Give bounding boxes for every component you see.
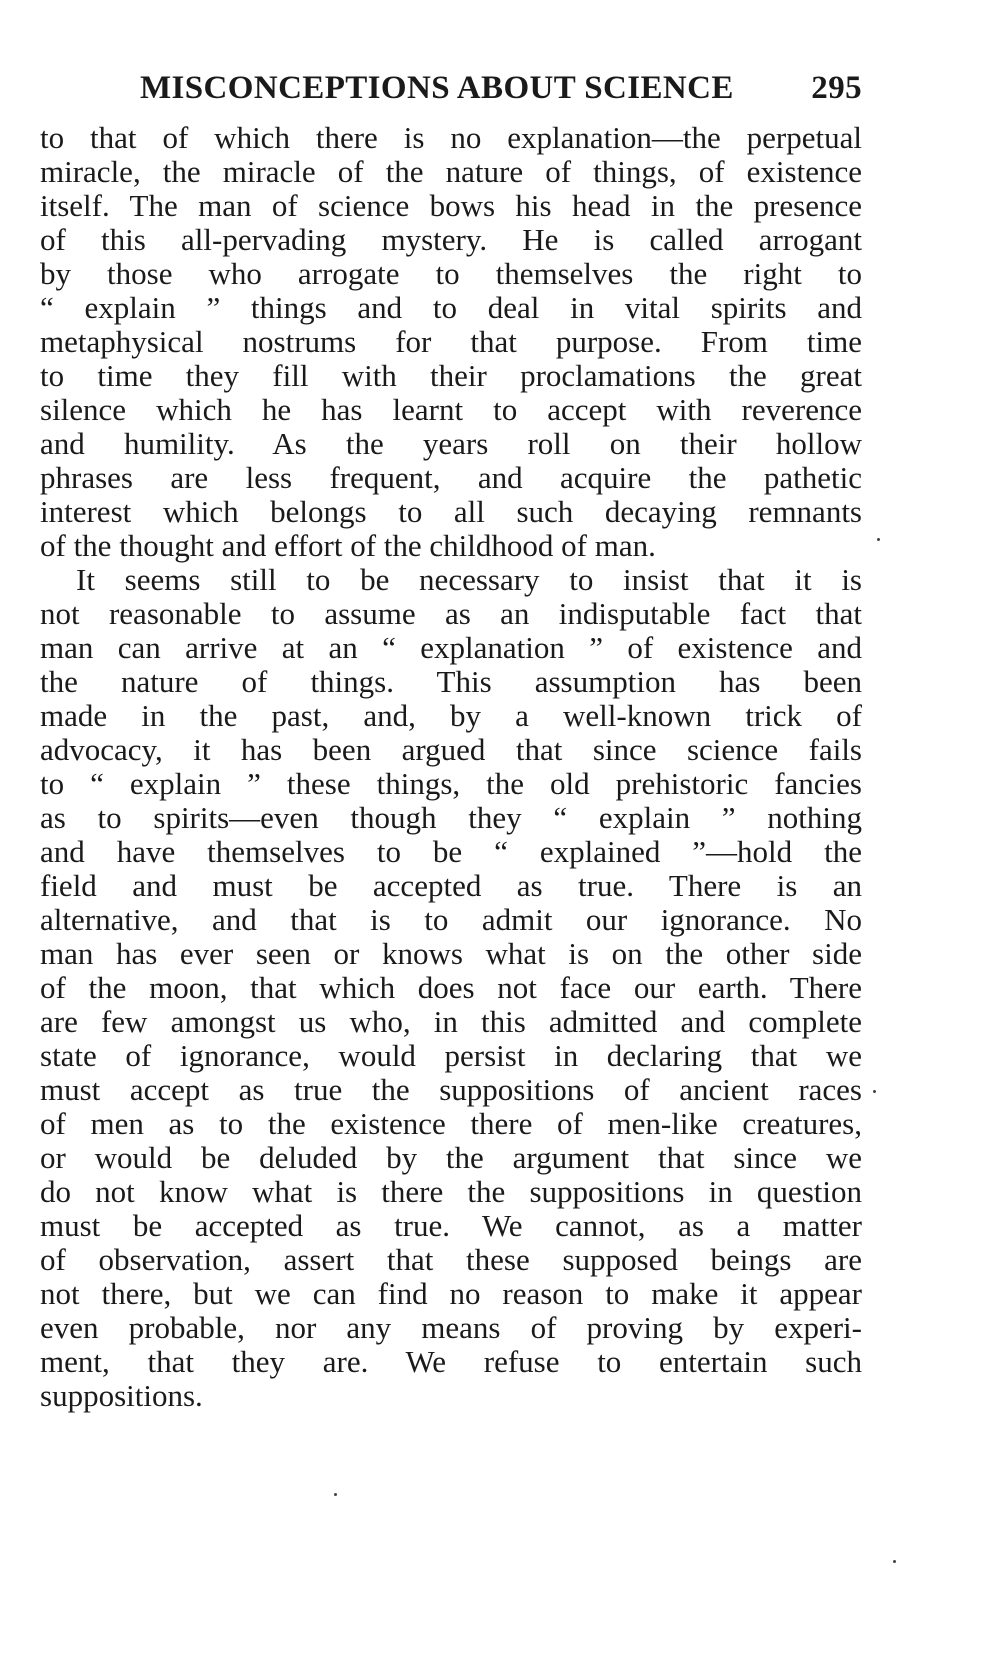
text-line: and humility. As the years roll on their hollow: [40, 427, 862, 461]
text-line: metaphysical nostrums for that purpose. From time: [40, 325, 862, 359]
text-line: even probable, nor any means of proving by experi-: [40, 1311, 862, 1345]
text-line: the nature of things. This assumption has been: [40, 665, 862, 699]
text-line: by those who arrogate to themselves the right to: [40, 257, 862, 291]
text-line: of observation, assert that these supposed beings are: [40, 1243, 862, 1277]
text-line: to time they fill with their proclamations the great: [40, 359, 862, 393]
scan-speck: [334, 1493, 337, 1496]
scan-speck: [877, 538, 880, 541]
text-line: field and must be accepted as true. There is an: [40, 869, 862, 903]
text-line: alternative, and that is to admit our ignorance. No: [40, 903, 862, 937]
text-line: must be accepted as true. We cannot, as a matter: [40, 1209, 862, 1243]
text-line: advocacy, it has been argued that since science fails: [40, 733, 862, 767]
page-number: 295: [811, 70, 862, 106]
text-line: not reasonable to assume as an indisputable fact that: [40, 597, 862, 631]
text-line: state of ignorance, would persist in declaring that we: [40, 1039, 862, 1073]
scan-speck: [893, 1560, 896, 1563]
text-line: and have themselves to be “ explained ”—hold the: [40, 835, 862, 869]
text-line: miracle, the miracle of the nature of things, of existence: [40, 155, 862, 189]
text-line: do not know what is there the suppositions in question: [40, 1175, 862, 1209]
text-line: interest which belongs to all such decaying remnants: [40, 495, 862, 529]
text-line: silence which he has learnt to accept with reverence: [40, 393, 862, 427]
text-line: are few amongst us who, in this admitted and complete: [40, 1005, 862, 1039]
text-line: not there, but we can find no reason to make it appear: [40, 1277, 862, 1311]
paragraph-end-line: suppositions.: [40, 1379, 203, 1413]
text-line: made in the past, and, by a well-known trick of: [40, 699, 862, 733]
text-line: phrases are less frequent, and acquire the pathetic: [40, 461, 862, 495]
text-line: man has ever seen or knows what is on the other side: [40, 937, 862, 971]
paragraph-end-line: of the thought and effort of the childhood of man.: [40, 529, 656, 563]
text-line: must accept as true the suppositions of ancient races: [40, 1073, 862, 1107]
text-line: “ explain ” things and to deal in vital spirits and: [40, 291, 862, 325]
text-line: ment, that they are. We refuse to entertain such: [40, 1345, 862, 1379]
text-line: of men as to the existence there of men-like creatures,: [40, 1107, 862, 1141]
paragraph-start-line: It seems still to be necessary to insist that it is: [76, 563, 862, 597]
running-head: [140, 70, 862, 116]
text-line: to that of which there is no explanation—the perpetual: [40, 121, 862, 155]
body-text: [40, 121, 862, 1413]
text-line: of this all-pervading mystery. He is called arrogant: [40, 223, 862, 257]
chapter-title: MISCONCEPTIONS ABOUT SCIENCE: [140, 70, 734, 106]
text-line: itself. The man of science bows his head in the presence: [40, 189, 862, 223]
text-line: or would be deluded by the argument that since we: [40, 1141, 862, 1175]
scan-speck: [873, 1090, 876, 1093]
text-line: as to spirits—even though they “ explain ” nothing: [40, 801, 862, 835]
text-line: to “ explain ” these things, the old prehistoric fancies: [40, 767, 862, 801]
text-line: of the moon, that which does not face our earth. There: [40, 971, 862, 1005]
text-line: man can arrive at an “ explanation ” of existence and: [40, 631, 862, 665]
